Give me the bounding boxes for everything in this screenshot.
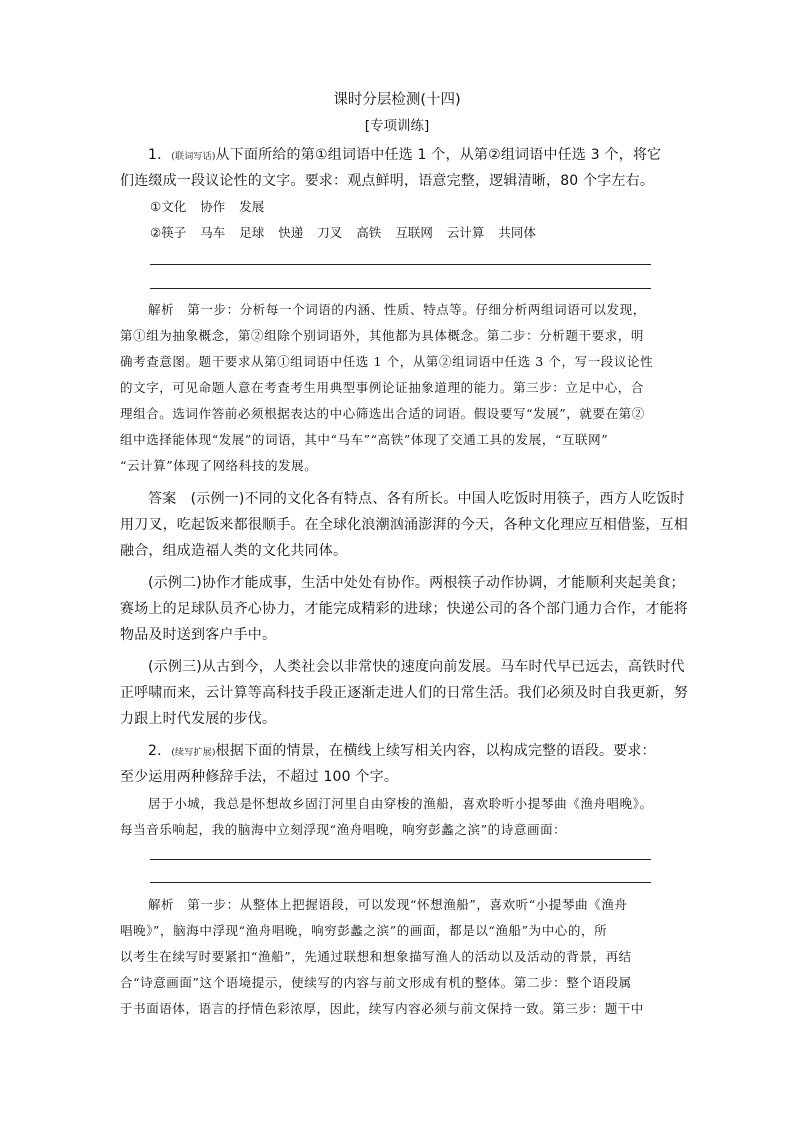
word-group-2-item: 高铁 (356, 225, 382, 240)
analysis-1-line: 理组合。选词作答前必须根据表达的中心筛选出合适的词语。假设要写“发展”，就要在第② (120, 406, 645, 421)
word-group-2-item: 刀叉 (317, 225, 343, 240)
word-group-2-item: 筷子 (161, 225, 187, 240)
answer-1-line: 正呼啸而来，云计算等高科技手段正逐渐走进人们的日常生活。我们必须及时自我更新，努 (120, 685, 688, 701)
word-group-1-label: ① (150, 199, 162, 214)
answer-1-line: 物品及时送到客户手中。 (120, 627, 277, 643)
word-group-1-item: 协作 (200, 199, 226, 214)
answer-1-line: 融合，组成造福人类的文化共同体。 (120, 543, 348, 559)
answer-1-line: 赛场上的足球队员齐心协力，才能完成精彩的进球；快递公司的各个部门通力合作，才能将 (120, 601, 688, 617)
answer-line (150, 288, 651, 289)
analysis-1-line: 确考查意图。题干要求从第①组词语中任选 1 个，从第②组词语中任选 3 个，写一段议论性 (120, 354, 654, 369)
answer-1-line: 答案 (示例一)不同的文化各有特点、各有所长。中国人吃饭时用筷子，西方人吃饭时 (148, 491, 685, 507)
answer-line (150, 859, 651, 860)
word-group-2 (150, 223, 550, 241)
analysis-1-line: “云计算”体现了网络科技的发展。 (120, 458, 318, 473)
question-2-line-2: 至少运用两种修辞手法，不超过 100 个字。 (120, 769, 399, 785)
analysis-2-line: 合“诗意画面”这个语境提示，使续写的内容与前文形成有机的整体。第二步：整个语段属 (120, 975, 632, 990)
question-1-text-1: 从下面所给的第①组词语中任选 1 个，从第②组词语中任选 3 个，将它 (215, 147, 662, 163)
page-subtitle: [专项训练] (364, 118, 430, 134)
question-1-number: 1． (148, 147, 172, 163)
word-group-2-item: 共同体 (498, 225, 536, 240)
question-2-number: 2． (148, 743, 172, 759)
word-group-1 (150, 197, 278, 215)
answer-1-line: 力跟上时代发展的步伐。 (120, 711, 277, 727)
answer-1-line: (示例二)协作才能成事，生活中处处有协作。两根筷子动作协调，才能顺利夹起美食； (148, 575, 685, 591)
question-2-tag: (续写扩展) (171, 748, 216, 758)
analysis-1-line: 第①组为抽象概念，第②组除个别词语外，其他都为具体概念。第二步：分析题干要求，明 (120, 328, 645, 343)
analysis-1-line: 的文字，可见命题人意在考查考生用典型事例论证抽象道理的能力。第三步：立足中心，合 (120, 380, 645, 395)
word-group-2-label: ② (150, 225, 162, 240)
scenario-line: 每当音乐响起，我的脑海中立刻浮现“渔舟唱晚，响穷彭蠡之滨”的诗意画面： (120, 822, 567, 837)
question-2-text-1: 根据下面的情景，在横线上续写相关内容，以构成完整的语段。要求： (215, 743, 656, 759)
answer-1-line: (示例三)从古到今，人类社会以非常快的速度向前发展。马车时代早已远去，高铁时代 (148, 659, 685, 675)
page-title: 课时分层检测(十四) (333, 92, 461, 108)
word-group-2-item: 马车 (200, 225, 226, 240)
analysis-2-line: 唱晚》”，脑海中浮现“渔舟唱晚，响穷彭蠡之滨”的画面，都是以“渔船”为中心的，所 (120, 923, 608, 938)
word-group-1-item: 发展 (239, 199, 265, 214)
word-group-2-item: 足球 (239, 225, 265, 240)
question-1-tag: (联词写话) (171, 152, 216, 162)
analysis-1-line: 组中选择能体现“发展”的词语，其中“马车”“高铁”体现了交通工具的发展，“互联网” (120, 432, 609, 447)
analysis-2-line: 解析 第一步：从整体上把握语段，可以发现“怀想渔船”，喜欢听“小提琴曲《渔舟 (148, 897, 628, 912)
question-1-line-2: 们连缀成一段议论性的文字。要求：观点鲜明，语意完整，逻辑清晰，80 个字左右。 (120, 173, 655, 189)
question-1-line-1 (148, 144, 688, 164)
question-2-line-1 (148, 740, 688, 760)
word-group-2-item: 互联网 (395, 225, 433, 240)
word-group-1-item: 文化 (161, 199, 187, 214)
scenario-line: 居于小城，我总是怀想故乡固汀河里自由穿梭的渔船，喜欢聆听小提琴曲《渔舟唱晚》。 (148, 796, 653, 811)
analysis-2-line: 于书面语体，语言的抒情色彩浓厚，因此，续写内容必须与前文保持一致。第三步：题干中 (120, 1001, 645, 1016)
word-group-2-item: 快递 (278, 225, 304, 240)
answer-1-line: 用刀叉，吃起饭来都很顺手。在全球化浪潮汹涌澎湃的今天，各种文化理应互相借鉴，互相 (120, 517, 688, 533)
analysis-1-line: 解析 第一步：分析每一个词语的内涵、性质、特点等。仔细分析两组词语可以发现， (148, 302, 646, 317)
answer-line (150, 264, 651, 265)
analysis-2-line: 以考生在续写时要紧扣“渔船”，先通过联想和想象描写渔人的活动以及活动的背景，再结 (120, 949, 632, 964)
answer-line (150, 882, 651, 883)
word-group-2-item: 云计算 (446, 225, 485, 240)
